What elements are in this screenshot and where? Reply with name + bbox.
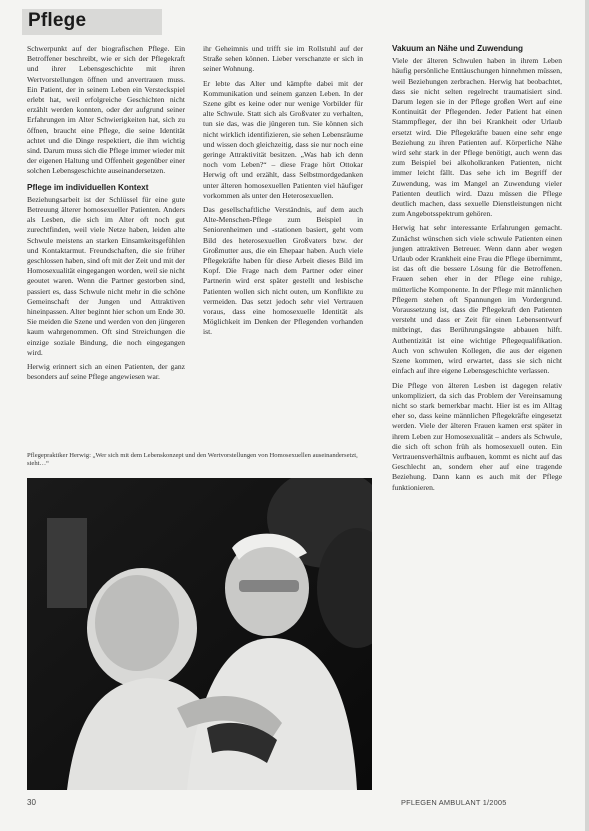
column3-p2: Herwig hat sehr interessante Erfahrungen gemacht. Zunächst wünschen sich viele schwule Patienten einen jungen attraktiven Betreuer. Wenn dann aber wegen Urlaub oder Krankheit eine Frau die Pflege übernimmt, ist das oft die bessere Lösung für die Betroffenen. Frauen sehen eher in der Pflege eine ruhige, mütterliche Komponente. In der Pflege mit männlichen Pflegern stehen oft Spannungen im Vordergrund. Voraussetzung ist, dass die Pflegekraft den Patienten versteht und dass er Zeit für einen Lebensentwurf mitbringt, das Berührungsängste abbauen hilft. Authentizität ist eine wichtige Pflegequalifikation. Auch von schwulen Kollegen, die aus der eigenen Szene kommen, wird erwartet, dass sie sich nicht einfach auf ihre eigene Lebensgeschichte verlassen. xyxy=(392,223,562,376)
photo-illustration xyxy=(27,478,372,790)
column2-p3: Das gesellschaftliche Verständnis, auf dem auch Alte-Menschen-Pflege zum Beispiel in Seniorenheimen und -stationen basiert, geht vom Bild des heterosexuellen Großvaters bzw. der Großmutter aus, die ein Ehepaar haben. Auch viele Pflegekräfte haben für diese Arbeit dieses Bild im Kopf. Die Frage nach dem Partner oder einer Partnerin wird erst später gestellt und lesbische Patienten wollen sich nicht outen, um Konflikte zu vermeiden. Das setzt jedoch sehr viel Vertrauen voraus, dass eine homosexuelle Identität als Möglichkeit im Denken der Pflegenden vorhanden ist. xyxy=(203,205,363,337)
column2-p1: ihr Geheimnis und trifft sie im Rollstuhl auf der Straße sehen können. Lieber verschanzte er sich in seiner Wohnung. xyxy=(203,44,363,74)
column1-intro: Schwerpunkt auf der biografischen Pflege. Ein Betroffener beschreibt, wie er sich der Pflegekraft und ihrer Lebensgeschichte mit ihren Wertvorstellungen öffnen und anvertrauen muss. Ein Patient, der in seinem Leben ein Versteckspiel erlebt hat, weil erfolgreiche Geschichten nicht erzählt werden konnten, oder der aufgrund seiner Erfahrungen im Alter Schwierigkeiten hat, sich zu öffnen, braucht eine Pflege, die seine Identität achtet und die Dinge respektiert, die ihm wichtig sind. Darum muss sich die Pflege immer wieder mit der eigenen Haltung und Offenheit gegenüber einer solchen Lebensgeschichte auseinandersetzen. xyxy=(27,44,185,176)
section-title: Pflege xyxy=(28,10,87,31)
page-edge-shadow xyxy=(585,0,589,831)
article-column-3 xyxy=(392,44,562,497)
photo-caption: Pflegepraktiker Herwig: „Wer sich mit dem Lebenskonzept und den Wertvorstellungen von Homosexuellen auseinandersetzt, sieht…“ xyxy=(27,452,358,468)
article-column-1 xyxy=(27,44,185,387)
column1-heading: Pflege im individuellen Kontext xyxy=(27,182,149,192)
column3-p1: Viele der älteren Schwulen haben in ihrem Leben häufig persönliche Enttäuschungen hinnehmen müssen, weil Beziehungen zerbrachen. Herwig hat beobachtet, dass sie nicht selten regelrecht traumatisiert sind. Darum legen sie in der Pflege großen Wert auf eine Kontinuität der Pflegenden. Jeder Patient hat einen Stammpfleger, der ihn bei Krankheit oder Urlaub ersetzt wird. Die Pflegekräfte bauen eine sehr enge Beziehung zu ihren Patienten auf. Körperliche Nähe wird sehr stark in der Pflege benötigt, auch wenn das zum Beispiel bei alkoholkranken Patienten, nicht immer leicht fällt. Das sehe ich im Begriff der Zuwendung, was im Mangel an Zuwendung vieler Patienten deutlich wird. Dazu müssen die Pflege deutlich machen, dass sexuelle Dienstleistungen nicht zum Angebotsspektrum gehören. xyxy=(392,56,562,219)
column2-p2: Er lebte das Alter und kämpfte dabei mit der Kommunikation und seinem ganzen Leben. In der Szene gibt es keine oder nur wenige Vorbilder für alte Schwule. Statt sich als Großvater zu verhalten, tun sie das, was die jüngeren tun. Sie können sich nicht wirklich identifizieren, sie sehen Lebensräume und wissen doch gleichzeitig, dass sie nur noch eine geringe Attraktivität besitzen. „Was hab ich denn noch vom Leben?“ – diese Frage hört Ottokar Herwig oft und erzählt, dass Selbstmordgedanken unter älteren homosexuellen Patienten viel häufiger vorkommen als unter den Heterosexuellen. xyxy=(203,78,363,200)
column3-heading: Vakuum an Nähe und Zuwendung xyxy=(392,44,524,53)
column1-body1: Beziehungsarbeit ist der Schlüssel für eine gute Betreuung älterer homosexueller Patienten. Anders als Lesben, die sich im Alter oft noch gut zurechtfinden, weil viele Netze haben, leiden alte Schwule meistens an starken Einsamkeitsgefühlen und Kontaktarmut. Freundschaften, die sie früher geschlossen haben, sind oft mit der Zeit und mit der Homosexualität eingegangen worden, weil sie nicht geoutet waren. Wenn die Partner gestorben sind, passiert es, dass Schwule nicht mehr in die schöne Gemeinschaft der Jungen und Attraktiven hineinpassen. Alter beginnt hier schon um Ende 30. Sie meiden die Szene und werden von den jüngeren kaum wahrgenommen. Oft sind Streichungen die einzige soziale Bindung, die noch eingegangen wird. xyxy=(27,194,185,357)
column1-body2: Herwig erinnert sich an einen Patienten, der ganz besonders auf seine Pflege angewiesen war. xyxy=(27,362,185,382)
article-photo xyxy=(27,478,372,790)
page-number: 30 xyxy=(27,798,36,807)
article-column-2 xyxy=(203,44,363,342)
magazine-footer: PFLEGEN AMBULANT 1/2005 xyxy=(401,798,507,807)
column3-p3: Die Pflege von älteren Lesben ist dagegen relativ unkompliziert, da sich das Problem der Vereinsamung nicht so stark bemerkbar macht. Hier ist es im Alltag eher so, dass keine männlichen Pflegekräfte eingesetzt werden. Viele der älteren Frauen kamen erst später in ihrem Leben zur Homosexualität – anders als Schwule, die sich oft schon früh als homosexuell outen. Ein Vertrauensverhältnis aufbauen, kommt es nicht auf das Geschlecht an, sondern eher auf eine tragende Beziehung. Dann kann es auch mit der Pflege funktionieren. xyxy=(392,380,562,492)
